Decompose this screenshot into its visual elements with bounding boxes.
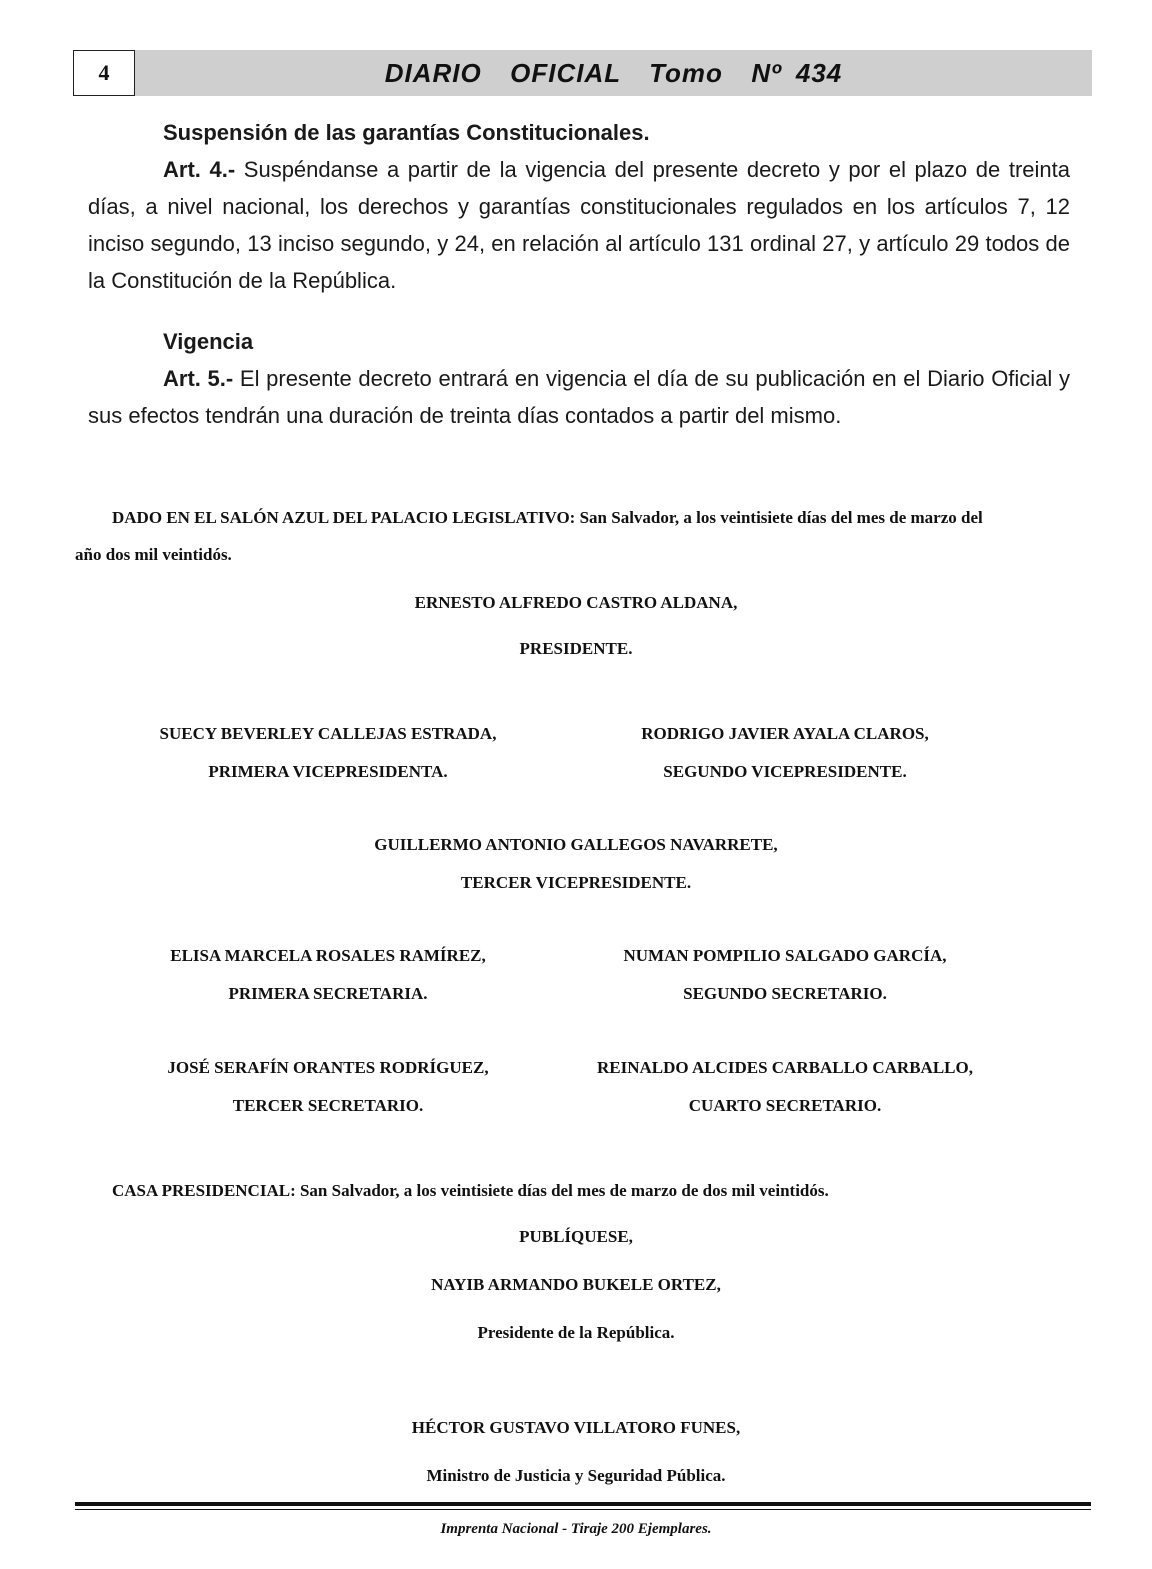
casa-presidencial-line: CASA PRESIDENCIAL: San Salvador, a los veintisiete días del mes de marzo de dos mil veintidós.	[112, 1181, 829, 1200]
bukele-name: NAYIB ARMANDO BUKELE ORTEZ,	[431, 1275, 721, 1294]
sec4-title: CUARTO SECRETARIO.	[688, 1096, 882, 1115]
sec2-title: SEGUNDO SECRETARIO.	[683, 984, 887, 1003]
article-4-text: Suspéndanse a partir de la vigencia del presente decreto y por el plazo de treinta días, a nivel nacional, los derechos y garantías constitucionales regulados en los artículos 7, 12 inciso segundo, 13 inciso segundo, y 24, en relación al artículo 131 ordinal 27, y artículo 29 todos de la Constitución de la República.	[88, 157, 1070, 293]
section-heading-suspension: Suspensión de las garantías Constitucionales.	[163, 120, 650, 145]
footer-rule-thick	[75, 1502, 1091, 1506]
president-title: PRESIDENTE.	[519, 639, 633, 658]
vp2-title: SEGUNDO VICEPRESIDENTE.	[663, 762, 907, 781]
journal-title: DIARIO OFICIAL Tomo Nº 434	[384, 57, 843, 88]
footer-rule-thin	[75, 1509, 1091, 1510]
article-5-text: El presente decreto entrará en vigencia el día de su publicación en el Diario Oficial y sus efectos tendrán una duración de treinta días contados a partir del mismo.	[88, 366, 1070, 428]
vp1-name: SUECY BEVERLEY CALLEJAS ESTRADA,	[159, 724, 497, 743]
section-heading-vigencia: Vigencia	[163, 329, 254, 354]
minister-name: HÉCTOR GUSTAVO VILLATORO FUNES,	[411, 1418, 741, 1437]
vp2-name: RODRIGO JAVIER AYALA CLAROS,	[641, 724, 929, 743]
page-number: 4	[73, 50, 135, 96]
vp1-title: PRIMERA VICEPRESIDENTA.	[208, 762, 448, 781]
article-5-label: Art. 5.-	[163, 366, 234, 391]
sec3-title: TERCER SECRETARIO.	[232, 1096, 424, 1115]
sec4-name: REINALDO ALCIDES CARBALLO CARBALLO,	[597, 1058, 973, 1077]
article-5-paragraph	[88, 360, 1070, 434]
sec2-name: NUMAN POMPILIO SALGADO GARCÍA,	[623, 946, 947, 965]
sec3-name: JOSÉ SERAFÍN ORANTES RODRÍGUEZ,	[167, 1058, 489, 1077]
sec1-name: ELISA MARCELA ROSALES RAMÍREZ,	[170, 946, 486, 965]
vp3-name: GUILLERMO ANTONIO GALLEGOS NAVARRETE,	[374, 835, 778, 854]
bukele-title: Presidente de la República.	[477, 1323, 675, 1342]
president-name: ERNESTO ALFREDO CASTRO ALDANA,	[414, 593, 738, 612]
article-4-label: Art. 4.-	[163, 157, 236, 182]
sec1-title: PRIMERA SECRETARIA.	[228, 984, 428, 1003]
vp3-title: TERCER VICEPRESIDENTE.	[460, 873, 692, 892]
minister-title: Ministro de Justicia y Seguridad Pública.	[426, 1466, 726, 1485]
dado-line-1: DADO EN EL SALÓN AZUL DEL PALACIO LEGISLATIVO: San Salvador, a los veintisiete días del mes de marzo del	[112, 508, 983, 527]
publiquese: PUBLÍQUESE,	[519, 1227, 633, 1246]
article-4-paragraph	[88, 151, 1070, 299]
header-band	[135, 50, 1092, 96]
dado-line-2: año dos mil veintidós.	[75, 545, 232, 564]
footer-imprenta: Imprenta Nacional - Tiraje 200 Ejemplares.	[440, 1521, 712, 1537]
page-header	[73, 50, 1092, 96]
